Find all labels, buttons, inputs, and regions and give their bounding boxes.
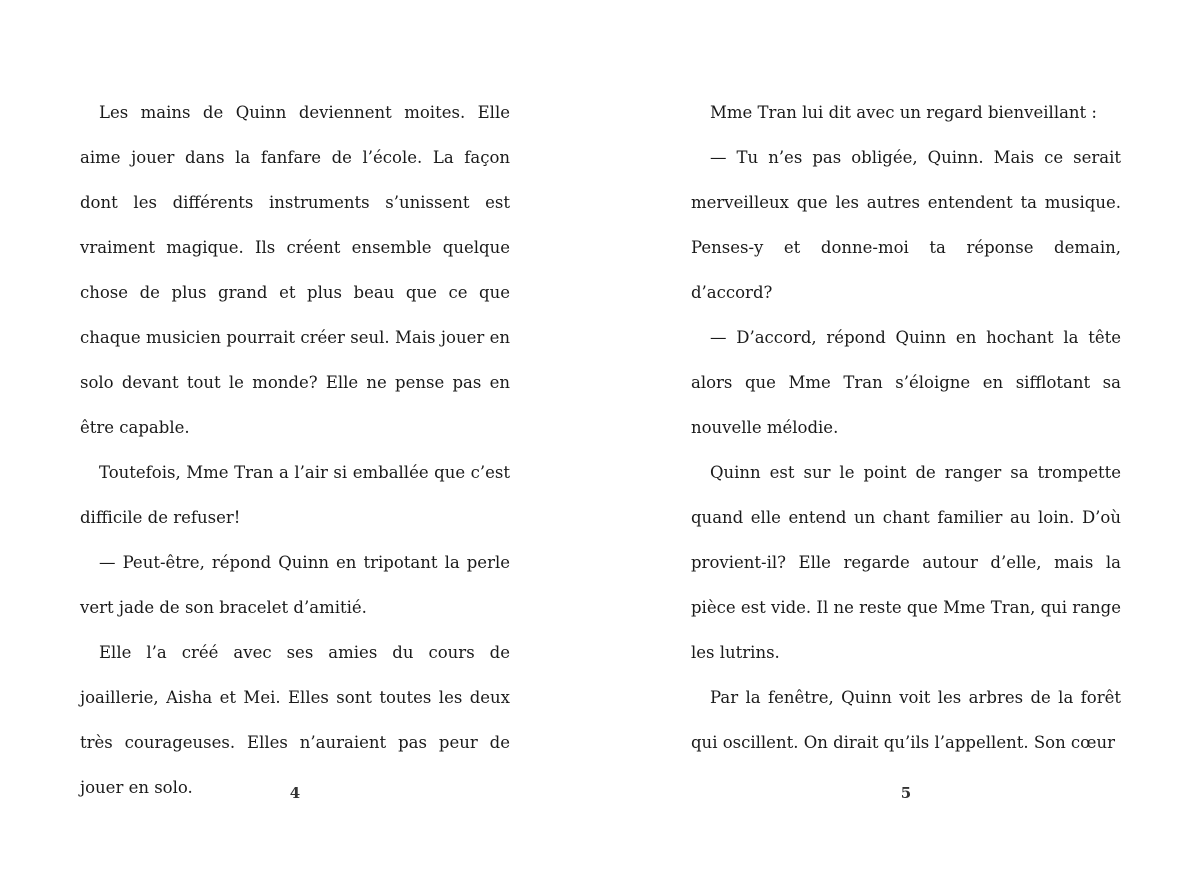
left-page-number: 4 [289,784,301,802]
right-page-number: 5 [900,784,912,802]
left-paragraph-1: Les mains de Quinn deviennent moites. Elle aime jouer dans la fanfare de l’école. La façon dont les différents instruments s’unissent est vraiment magique. Ils créent ensemble quelque chose de plus grand et plus beau que ce que chaque musicien pourrait créer seul. Mais jouer en solo devant tout le monde? Elle ne pense pas en être capable. [80,103,510,437]
right-paragraph-5: Par la fenêtre, Quinn voit les arbres de la forêt qui oscillent. On dirait qu’ils l’appellent. Son cœur [691,688,1121,752]
left-page-text [80,90,510,810]
right-paragraph-1: Mme Tran lui dit avec un regard bienveillant : [710,103,1097,122]
right-paragraph-2: — Tu n’es pas obligée, Quinn. Mais ce serait merveilleux que les autres entendent ta musique. Penses-y et donne-moi ta réponse demain, d’accord? [691,148,1121,302]
right-paragraph-3: — D’accord, répond Quinn en hochant la tête alors que Mme Tran s’éloigne en sifflotant sa nouvelle mélodie. [691,328,1121,437]
left-paragraph-2: Toutefois, Mme Tran a l’air si emballée que c’est difficile de refuser! [80,463,510,527]
left-paragraph-3: — Peut-être, répond Quinn en tripotant la perle vert jade de son bracelet d’amitié. [80,553,510,617]
right-page-text [691,90,1121,765]
left-paragraph-4: Elle l’a créé avec ses amies du cours de joaillerie, Aisha et Mei. Elles sont toutes les deux très courageuses. Elles n’auraient pas peur de jouer en solo. [80,643,510,797]
right-paragraph-4: Quinn est sur le point de ranger sa trompette quand elle entend un chant familier au loin. D’où provient-il? Elle regarde autour d’elle, mais la pièce est vide. Il ne reste que Mme Tran, qui range les lutrins. [691,463,1121,662]
